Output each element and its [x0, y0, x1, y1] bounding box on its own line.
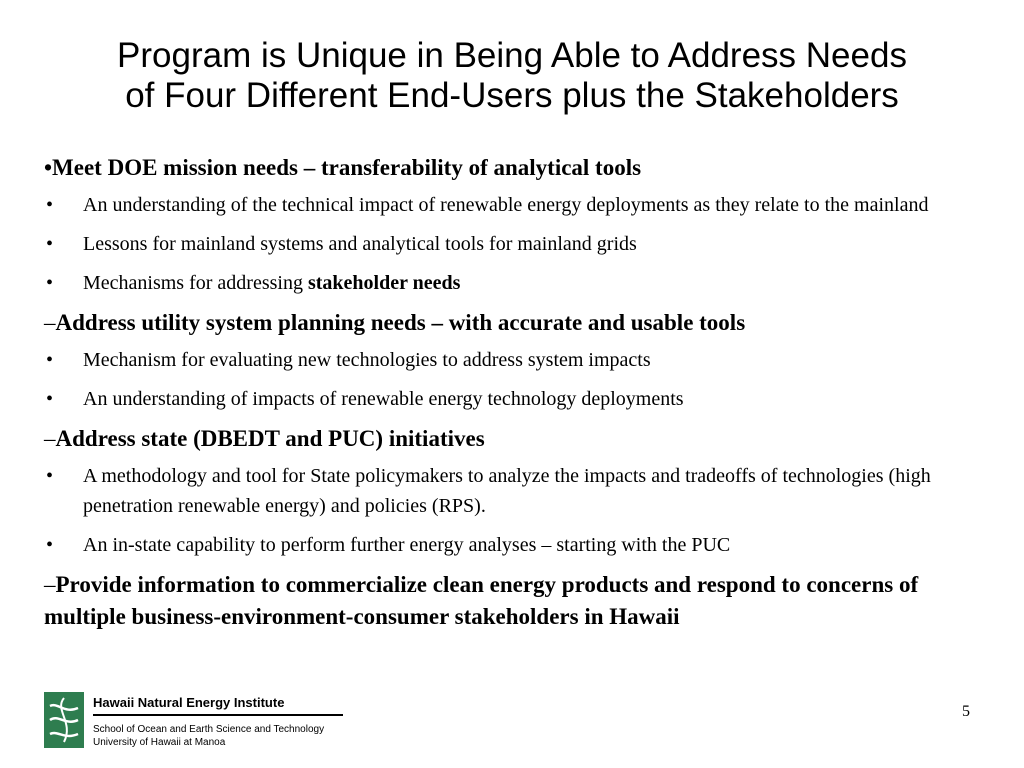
section-heading-doe: •Meet DOE mission needs – transferability of analytical tools: [44, 155, 642, 180]
school-line-2: University of Hawaii at Manoa: [93, 737, 226, 748]
bullet-text: An in-state capability to perform further energy analyses – starting with the PUC: [83, 534, 731, 556]
hnei-logo-icon: [44, 692, 84, 748]
heading-dash: –: [44, 310, 56, 335]
bullet-text: Mechanism for evaluating new technologies to address system impacts: [83, 349, 651, 371]
heading-dash: –: [44, 572, 56, 597]
bullet-marker: •: [46, 233, 54, 255]
bullet-marker: •: [46, 388, 54, 410]
bullet-marker: •: [46, 534, 54, 556]
bullet-marker: •: [46, 349, 54, 371]
title-line-2: of Four Different End-Users plus the Stakeholders: [125, 76, 899, 115]
list-item: [44, 530, 994, 560]
list-item: [44, 345, 994, 375]
heading-text: Provide information to commercialize clean energy products and respond to concerns of multiple business-environment-consumer stakeholders in Hawaii: [44, 572, 919, 629]
list-item: [44, 268, 994, 298]
section-heading-state: [44, 423, 994, 455]
institute-name: Hawaii Natural Energy Institute: [93, 695, 343, 716]
bullet-text: Lessons for mainland systems and analytical tools for mainland grids: [83, 233, 637, 255]
page-number: 5: [962, 703, 970, 720]
list-item: [44, 384, 994, 414]
section-heading-utility: [44, 307, 994, 339]
list-item: [44, 461, 994, 521]
heading-dash: –: [44, 426, 56, 451]
title-line-1: Program is Unique in Being Able to Address Needs: [117, 36, 907, 75]
bullet-text-emphasis: stakeholder needs: [307, 272, 461, 294]
school-affiliation: [93, 723, 324, 749]
section-heading-commercialize: [44, 569, 994, 633]
list-item: [44, 229, 994, 259]
heading-text: Address utility system planning needs – with accurate and usable tools: [55, 310, 746, 335]
heading-text: Address state (DBEDT and PUC) initiatives: [55, 426, 485, 451]
bullet-text: A methodology and tool for State policymakers to analyze the impacts and tradeoffs of technologies (high penetration renewable energy) and policies (RPS).: [83, 465, 931, 517]
bullet-text: An understanding of the technical impact of renewable energy deployments as they relate to the mainland: [83, 194, 929, 216]
bullet-marker: •: [46, 194, 54, 216]
bullet-text: An understanding of impacts of renewable energy technology deployments: [83, 388, 684, 410]
bullet-marker: •: [46, 465, 54, 487]
slide-body: [44, 152, 994, 639]
list-item: [44, 190, 994, 220]
bullet-text: Mechanisms for addressing: [83, 272, 308, 294]
school-line-1: School of Ocean and Earth Science and Technology: [93, 724, 325, 735]
bullet-marker: •: [46, 272, 54, 294]
slide-title: [0, 36, 1024, 116]
